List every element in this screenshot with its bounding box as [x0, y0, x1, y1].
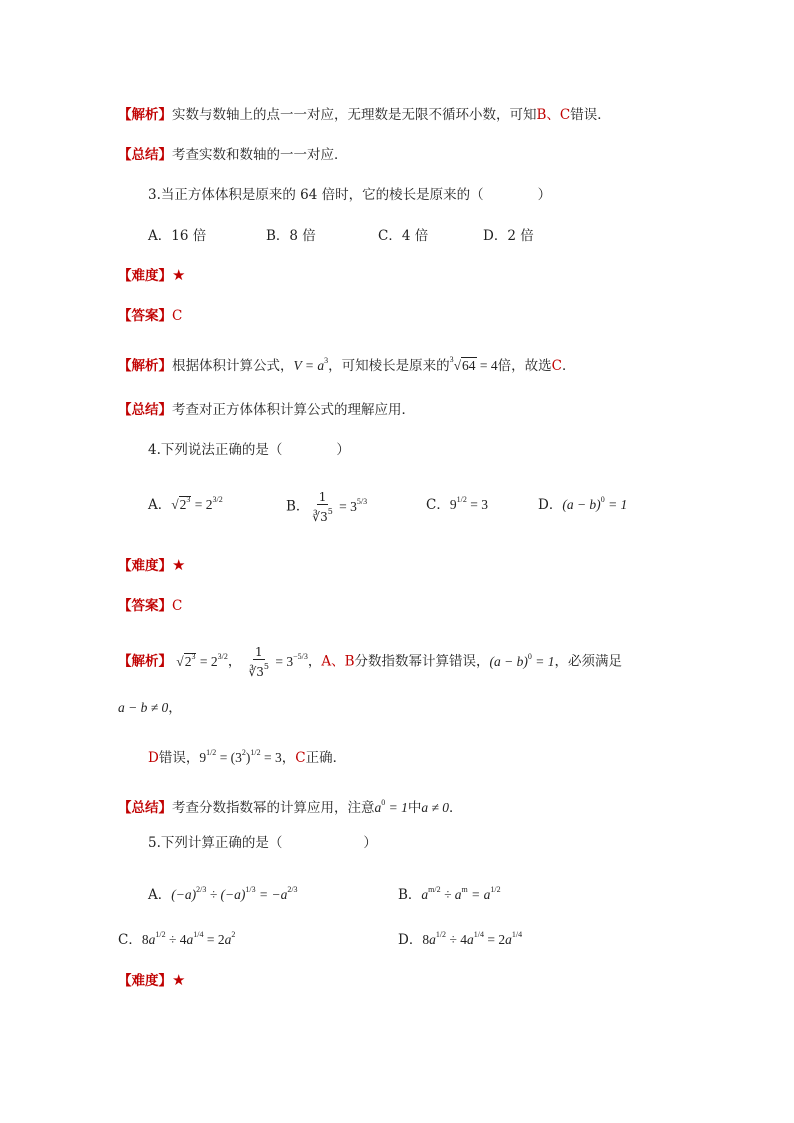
q3-option-d: D．2 倍 — [483, 228, 534, 244]
star-icon: ★ — [172, 971, 186, 989]
prev-summary: 【总结】考查实数和数轴的一一对应． — [118, 147, 348, 163]
q4-option-d: D．$(a - b)^0 = 1$ — [538, 495, 628, 513]
q4-difficulty: 【难度】★ — [118, 556, 186, 574]
q4-option-c: C．$9^{1/2} = 3$ — [426, 495, 488, 513]
q4-option-b: B． $\frac{1}{∛3^5}$ = $3^{5/3}$ — [286, 490, 368, 524]
q4-options — [148, 490, 648, 524]
q4-analysis: 【解析】 $√2^3 = 2^{3/2}$， $\frac{1}{∛3^5}$ = $3^{-5/3}$，A、B分数指数幂计算错误，$(a - b)^0 = 1$，必须满足 — [118, 645, 623, 679]
q3-analysis: 【解析】根据体积计算公式，$V = a^3$，可知棱长是原来的$^3$√64 = 4倍，故选C． — [118, 355, 576, 374]
q3-option-c: C．4 倍 — [378, 228, 429, 244]
q3-option-b: B．8 倍 — [266, 228, 316, 244]
volume-formula: $V = a^3$ — [293, 356, 329, 373]
summary-tag: 【总结】 — [118, 147, 172, 163]
analysis-tag: 【解析】 — [118, 107, 172, 123]
prev-analysis: 【解析】实数与数轴上的点一一对应，无理数是无限不循环小数，可知B、C错误． — [118, 107, 611, 123]
star-icon: ★ — [172, 556, 186, 574]
q4-option-a: A．$√2^3 = 2^{3/2}$ — [148, 495, 223, 513]
q4-answer: 【答案】C — [118, 598, 183, 614]
q3-summary: 【总结】考查对正方体体积计算公式的理解应用． — [118, 402, 415, 418]
q5-stem: 5.下列计算正确的是（ ） — [148, 835, 377, 851]
q3-answer: 【答案】C — [118, 308, 183, 324]
q5-option-a: A．$(-a)^{2/3} \div (-a)^{1/3} = -a^{2/3}$ — [148, 885, 298, 903]
q4-analysis-cont: D错误，$9^{1/2} = (3^2)^{1/2} = 3$，C正确． — [148, 748, 347, 766]
q4-stem: 4.下列说法正确的是（ ） — [148, 442, 350, 458]
star-icon: ★ — [172, 266, 186, 284]
q5-option-c: C．$8a^{1/2} \div 4a^{1/4} = 2a^2$ — [118, 930, 236, 948]
q5-option-d: D．$8a^{1/2} \div 4a^{1/4} = 2a^{1/4}$ — [398, 930, 523, 948]
q5-difficulty: 【难度】★ — [118, 971, 186, 989]
q4-analysis-condition: a − b ≠ 0， — [118, 700, 182, 716]
q5-option-b: B．$a^{m/2} \div a^m = a^{1/2}$ — [398, 885, 501, 903]
q4-summary: 【总结】考查分数指数幂的计算应用，注意$a^0 = 1$中a ≠ 0． — [118, 798, 463, 816]
q3-option-a: A．16 倍 — [148, 228, 207, 244]
q3-difficulty: 【难度】★ — [118, 266, 186, 284]
cube-root-expression: $^3$√64 = 4 — [449, 355, 498, 373]
q3-stem: 3.当正方体体积是原来的 64 倍时，它的棱长是原来的（ ） — [148, 187, 552, 203]
